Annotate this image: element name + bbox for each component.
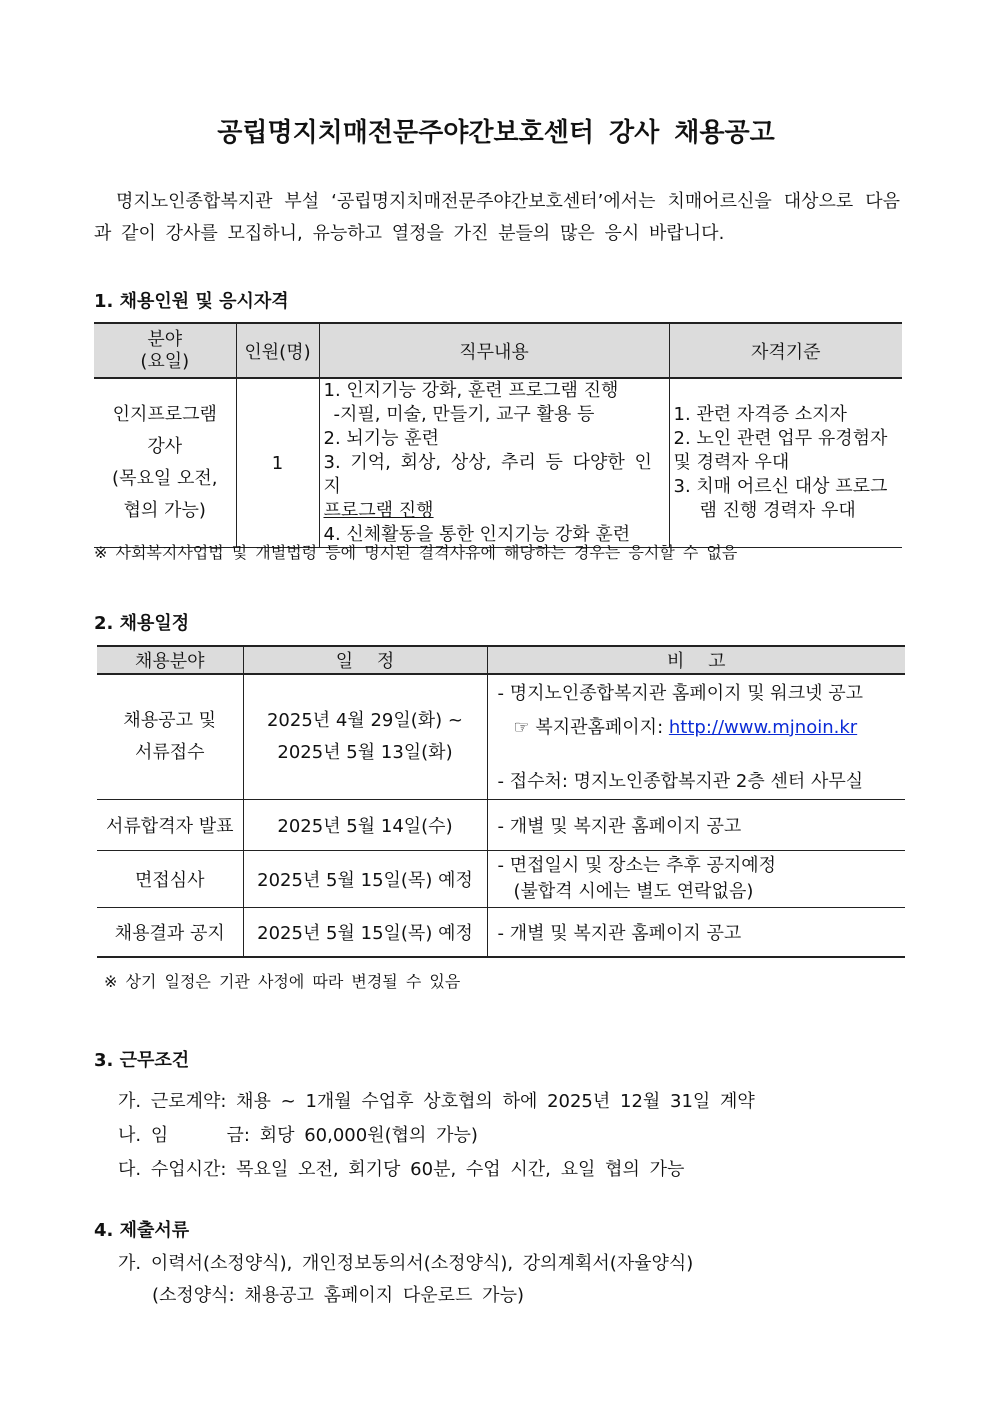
schedule-table [97, 645, 905, 958]
table-row [97, 799, 905, 850]
header-count: 인원(명) [236, 323, 319, 378]
remark-line: - 면접일시 및 장소는 추후 공지예정 [497, 854, 777, 876]
duty-line: 1. 인지기능 강화, 훈련 프로그램 진행 [323, 380, 619, 401]
section1-heading: 1. 채용인원 및 응시자격 [94, 291, 289, 312]
field-line: 강사 [147, 436, 183, 457]
duty-line: 프로그램 진행 [323, 500, 434, 521]
header-remark: 비 고 [487, 646, 905, 674]
table-header-row [97, 646, 905, 674]
header-duty: 직무내용 [319, 323, 669, 378]
duty-line: -지필, 미술, 만들기, 교구 활용 등 [333, 404, 595, 425]
count-cell: 1 [236, 378, 319, 548]
document-list: 가. 이력서(소정양식), 개인정보동의서(소정양식), 강의계획서(자율양식) [118, 1253, 694, 1274]
document-note: (소정양식: 채용공고 홈페이지 다운로드 가능) [152, 1285, 524, 1306]
field-line: 인지프로그램 [112, 404, 217, 425]
qual-line: 및 경력자 우대 [673, 452, 790, 473]
qual-line: 2. 노인 관련 업무 유경험자 [673, 428, 888, 449]
section3-heading: 3. 근무조건 [94, 1050, 190, 1071]
duty-cell [319, 378, 669, 548]
qualification-cell [669, 378, 902, 548]
work-condition-wage: 나. 임 금: 회당 60,000원(협의 가능) [118, 1125, 478, 1146]
field-cell [97, 674, 243, 799]
date-line: 2025년 4월 29일(화) ~ [266, 709, 463, 731]
remark-cell: - 개별 및 복지관 홈페이지 공고 [487, 907, 905, 957]
section2-note: ※ 상기 일정은 기관 사정에 따라 변경될 수 있음 [104, 972, 461, 991]
recruitment-table [94, 322, 902, 548]
field-cell: 면접심사 [97, 850, 243, 907]
table-header-row [94, 323, 902, 378]
page-title: 공립명지치매전문주야간보호센터 강사 채용공고 [217, 118, 775, 148]
duty-line: 2. 뇌기능 훈련 [323, 428, 440, 449]
field-cell: 채용결과 공지 [97, 907, 243, 957]
date-line: 2025년 5월 13일(화) [277, 741, 453, 763]
work-condition-contract: 가. 근로계약: 채용 ~ 1개월 수업후 상호협의 하에 2025년 12월 31일 계약 [118, 1091, 755, 1112]
qual-line: 3. 치매 어르신 대상 프로그 [673, 476, 888, 497]
table-row [97, 907, 905, 957]
field-line: 협의 가능) [123, 500, 206, 521]
remark-link-label: ☞ 복지관홈페이지: [513, 716, 669, 738]
field-line: 채용공고 및 [123, 709, 217, 731]
date-cell [243, 674, 487, 799]
section2-heading: 2. 채용일정 [94, 613, 190, 634]
remark-cell: - 개별 및 복지관 홈페이지 공고 [487, 799, 905, 850]
table-row [97, 674, 905, 799]
duty-line: 3. 기억, 회상, 상상, 추리 등 다양한 인지 [323, 452, 652, 497]
section4-heading: 4. 제출서류 [94, 1220, 190, 1241]
qual-line: 1. 관련 자격증 소지자 [673, 404, 847, 425]
qual-line: 램 진행 경력자 우대 [699, 500, 856, 521]
date-cell: 2025년 5월 15일(목) 예정 [243, 850, 487, 907]
remark-line: (불합격 시에는 별도 연락없음) [513, 880, 754, 902]
remark-cell [487, 674, 905, 799]
intro-paragraph [94, 186, 900, 250]
field-cell: 서류합격자 발표 [97, 799, 243, 850]
date-cell: 2025년 5월 15일(목) 예정 [243, 907, 487, 957]
header-field-line1: 분야 [147, 328, 183, 350]
work-condition-hours: 다. 수업시간: 목요일 오전, 회기당 60분, 수업 시간, 요일 협의 가능 [118, 1159, 685, 1180]
section1-note: ※ 사회복지사업법 및 개별법령 등에 명시된 결격사유에 해당하는 경우는 응시할 수 없음 [94, 543, 738, 562]
field-line: (목요일 오전, [112, 468, 218, 489]
header-field: 채용분야 [97, 646, 243, 674]
table-row [97, 850, 905, 907]
header-qualification: 자격기준 [669, 323, 902, 378]
date-cell: 2025년 5월 14일(수) [243, 799, 487, 850]
field-cell [94, 378, 236, 548]
field-line: 서류접수 [134, 741, 205, 763]
remark-line: - 명지노인종합복지관 홈페이지 및 워크넷 공고 [497, 682, 863, 704]
duty-line: 4. 신체활동을 통한 인지기능 강화 훈련 [323, 524, 631, 545]
header-field [94, 323, 236, 378]
remark-line [498, 711, 906, 745]
remark-cell [487, 850, 905, 907]
intro-text: 명지노인종합복지관 부설 ‘공립명지치매전문주야간보호센터’에서는 치매어르신을 대상으로 다음과 같이 강사를 모집하니, 유능하고 열정을 가진 분들의 많은 응시 바랍니다. [94, 191, 900, 244]
header-date: 일 정 [243, 646, 487, 674]
homepage-link[interactable]: http://www.mjnoin.kr [668, 716, 858, 738]
header-field-line2: (요일) [140, 350, 190, 372]
remark-line: - 접수처: 명지노인종합복지관 2층 센터 사무실 [497, 770, 864, 792]
table-row [94, 378, 902, 548]
